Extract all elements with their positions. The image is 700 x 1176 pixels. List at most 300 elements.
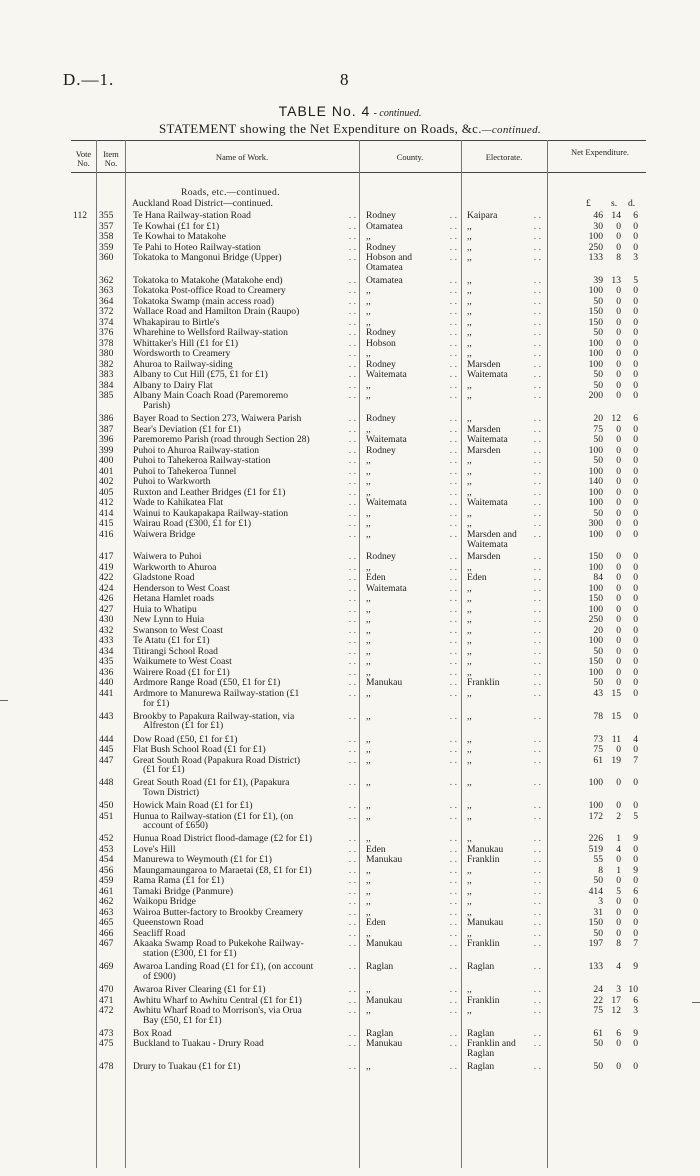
leader-dots: . . <box>348 677 356 689</box>
leader-dots: . . <box>348 327 356 339</box>
pence-value: 6 <box>633 994 638 1006</box>
electorate-name: ,, <box>467 711 472 722</box>
work-name: Rama Rama (£1 for £1) <box>133 876 225 887</box>
shillings-value: 0 <box>616 593 621 605</box>
pence-value: 0 <box>633 497 638 509</box>
table-row <box>71 678 646 688</box>
pence-value: 0 <box>633 777 638 789</box>
shillings-value: 0 <box>616 337 621 349</box>
shillings-value: 0 <box>616 666 621 678</box>
leader-dots: . . <box>533 656 541 668</box>
name-header: Name of Work. <box>215 152 269 162</box>
shillings-value: 0 <box>616 624 621 636</box>
leader-dots: . . <box>533 220 541 232</box>
leader-dots: . . <box>348 285 356 297</box>
table-row <box>71 563 646 573</box>
leader-dots: . . <box>449 572 457 584</box>
item-number: 380 <box>99 348 114 360</box>
pounds-value: 250 <box>588 241 603 253</box>
item-header: Item No. <box>103 149 119 168</box>
electorate-name: Raglan <box>467 962 495 973</box>
electorate-name: ,, <box>467 625 472 636</box>
leader-dots: . . <box>348 875 356 887</box>
county-name: Eden <box>366 918 386 929</box>
leader-dots: . . <box>449 733 457 745</box>
pence-value: 9 <box>633 833 638 845</box>
electorate-name: Franklin and Raglan <box>467 1039 516 1060</box>
leader-dots: . . <box>348 833 356 845</box>
pounds-value: 100 <box>588 444 603 456</box>
shillings-value: 0 <box>616 327 621 339</box>
item-number: 453 <box>99 843 114 855</box>
pounds-value: 197 <box>588 938 603 950</box>
county-name: Rodney <box>366 328 396 339</box>
section-title: Roads, etc.—continued. <box>181 187 280 198</box>
leader-dots: . . <box>449 582 457 594</box>
leader-dots: . . <box>449 465 457 477</box>
table-row <box>71 276 646 286</box>
pence-value: 0 <box>633 614 638 626</box>
county-name: ,, <box>366 985 371 995</box>
leader-dots: . . <box>449 306 457 318</box>
leader-dots: . . <box>533 593 541 605</box>
table-row <box>71 615 646 625</box>
county-name: Otamatea <box>366 275 403 286</box>
leader-dots: . . <box>533 465 541 477</box>
shillings-unit: s. <box>611 198 618 209</box>
table-row <box>71 1029 646 1039</box>
county-name: ,, <box>366 778 371 789</box>
county-name: ,, <box>366 745 371 755</box>
county-name: Otamatea <box>366 221 403 232</box>
county-name: Waitemata <box>366 498 407 509</box>
shillings-value: 4 <box>616 961 621 973</box>
item-number: 462 <box>99 896 114 908</box>
leader-dots: . . <box>533 423 541 435</box>
leader-dots: . . <box>348 1061 356 1073</box>
electorate-name: Franklin <box>467 678 500 689</box>
electorate-name: ,, <box>467 646 472 657</box>
leader-dots: . . <box>533 687 541 699</box>
item-number: 360 <box>99 252 114 263</box>
work-name: Seacliff Road <box>133 928 186 939</box>
leader-dots: . . <box>348 666 356 678</box>
electorate-name: ,, <box>467 604 472 615</box>
pence-value: 9 <box>633 864 638 876</box>
county-name: ,, <box>366 801 371 812</box>
pence-value: 0 <box>633 358 638 370</box>
work-name: Waikopu Bridge <box>133 897 196 908</box>
shillings-value: 0 <box>616 241 621 253</box>
item-number: 422 <box>99 572 114 584</box>
item-number: 454 <box>99 854 114 866</box>
pounds-value: 50 <box>593 327 603 339</box>
electorate-name: Franklin <box>467 995 500 1006</box>
leader-dots: . . <box>348 777 356 789</box>
leader-dots: . . <box>449 486 457 498</box>
leader-dots: . . <box>348 241 356 253</box>
leader-dots: . . <box>348 444 356 456</box>
county-name: ,, <box>366 477 371 488</box>
electorate-name: ,, <box>467 414 472 425</box>
work-name: Te Pahi to Hoteo Railway-station <box>133 242 261 253</box>
pence-value: 0 <box>633 295 638 307</box>
electorate-name: Raglan <box>467 1028 495 1039</box>
work-name: Buckland to Tuakau - Drury Road <box>133 1039 264 1050</box>
item-number: 459 <box>99 875 114 887</box>
work-name: Puhoi to Tahekeroa Railway-station <box>133 456 271 467</box>
leader-dots: . . <box>449 994 457 1006</box>
pence-value: 6 <box>633 210 638 221</box>
table-row <box>71 297 646 307</box>
item-number: 441 <box>99 687 114 699</box>
leader-dots: . . <box>348 274 356 286</box>
work-name: Town District) <box>143 787 200 798</box>
expenditure-table <box>71 140 646 1168</box>
margin-mark <box>692 1002 700 1003</box>
item-number: 427 <box>99 603 114 615</box>
leader-dots: . . <box>348 710 356 722</box>
pence-value: 6 <box>633 885 638 897</box>
pounds-value: 133 <box>588 252 603 263</box>
pounds-value: 150 <box>588 656 603 668</box>
work-name: Albany to Cut Hill (£75, £1 for £1) <box>133 370 268 381</box>
shillings-value: 0 <box>616 434 621 446</box>
leader-dots: . . <box>348 854 356 866</box>
county-name: Eden <box>366 844 386 855</box>
work-name: account of £650) <box>143 821 209 832</box>
county-name: Rodney <box>366 242 396 253</box>
leader-dots: . . <box>533 677 541 689</box>
pence-value: 0 <box>633 285 638 297</box>
leader-dots: . . <box>348 518 356 530</box>
electorate-name: Waitemata <box>467 435 508 446</box>
table-row <box>71 866 646 876</box>
leader-dots: . . <box>533 875 541 887</box>
electorate-name: ,, <box>467 391 472 402</box>
pence-value: 0 <box>633 231 638 242</box>
pounds-value: 150 <box>588 593 603 605</box>
work-name: Parish) <box>143 400 171 411</box>
leader-dots: . . <box>533 938 541 950</box>
electorate-name: ,, <box>467 667 472 678</box>
county-name: ,, <box>366 811 371 822</box>
electorate-name: ,, <box>467 734 472 745</box>
table-row <box>71 908 646 918</box>
shillings-value: 0 <box>616 677 621 689</box>
county-name: ,, <box>366 296 371 307</box>
pounds-value: 100 <box>588 777 603 789</box>
county-name: ,, <box>366 456 371 467</box>
pounds-value: 50 <box>593 677 603 689</box>
leader-dots: . . <box>533 434 541 446</box>
table-title-text: TABLE No. 4 <box>278 103 371 119</box>
shillings-value: 0 <box>616 572 621 584</box>
leader-dots: . . <box>348 744 356 755</box>
table-row <box>71 876 646 886</box>
leader-dots: . . <box>533 486 541 498</box>
leader-dots: . . <box>449 390 457 402</box>
leader-dots: . . <box>348 645 356 657</box>
item-number: 456 <box>99 864 114 876</box>
electorate-name: ,, <box>467 466 472 477</box>
work-name: Flat Bush School Road (£1 for £1) <box>133 745 266 755</box>
leader-dots: . . <box>348 593 356 605</box>
county-name: ,, <box>366 307 371 318</box>
leader-dots: . . <box>348 994 356 1006</box>
item-number: 426 <box>99 593 114 605</box>
county-name: ,, <box>366 1062 371 1073</box>
table-row <box>71 1039 646 1058</box>
county-name: ,, <box>366 349 371 360</box>
electorate-name: ,, <box>467 755 472 766</box>
item-number: 372 <box>99 306 114 318</box>
leader-dots: . . <box>348 551 356 563</box>
work-name: Tamaki Bridge (Panmure) <box>133 886 234 897</box>
work-name: Puhoi to Ahuroa Railway-station <box>133 445 260 456</box>
electorate-name: ,, <box>467 615 472 626</box>
electorate-name: ,, <box>467 275 472 286</box>
item-number: 443 <box>99 710 114 722</box>
pence-value: 0 <box>633 528 638 540</box>
item-number: 417 <box>99 551 114 563</box>
county-name: Rodney <box>366 552 396 563</box>
pounds-value: 150 <box>588 316 603 328</box>
electorate-name: ,, <box>467 985 472 995</box>
pence-value: 0 <box>633 1061 638 1073</box>
work-name: Brookby to Papakura Railway-station, via <box>133 711 295 722</box>
work-name: Drury to Tuakau (£1 for £1) <box>133 1062 241 1073</box>
item-number: 447 <box>99 754 114 766</box>
pence-value: 0 <box>633 561 638 573</box>
pounds-value: 50 <box>593 645 603 657</box>
leader-dots: . . <box>348 843 356 855</box>
leader-dots: . . <box>449 896 457 908</box>
county-name: ,, <box>366 286 371 297</box>
leader-dots: . . <box>348 231 356 242</box>
item-number: 386 <box>99 413 114 425</box>
table-row <box>71 812 646 831</box>
pounds-value: 43 <box>593 687 603 699</box>
pounds-value: 100 <box>588 800 603 812</box>
leader-dots: . . <box>449 1061 457 1073</box>
shillings-value: 0 <box>616 561 621 573</box>
pence-value: 9 <box>633 961 638 973</box>
pounds-value: 100 <box>588 666 603 678</box>
item-number: 385 <box>99 390 114 402</box>
work-name: Ardmore to Manurewa Railway-station (£1 <box>133 688 300 699</box>
work-name: Paremoremo Parish (road through Section 28) <box>133 435 310 446</box>
electorate-name: Franklin <box>467 855 500 866</box>
leader-dots: . . <box>348 635 356 647</box>
leader-dots: . . <box>533 854 541 866</box>
pounds-value: 78 <box>593 710 603 722</box>
shillings-value: 12 <box>611 1005 621 1016</box>
leader-dots: . . <box>449 518 457 530</box>
shillings-value: 1 <box>616 864 621 876</box>
pounds-value: 100 <box>588 285 603 297</box>
pounds-unit: £ <box>586 198 591 209</box>
leader-dots: . . <box>348 624 356 636</box>
pence-value: 0 <box>633 635 638 647</box>
table-row <box>71 778 646 797</box>
shillings-value: 0 <box>616 603 621 615</box>
pounds-value: 46 <box>593 210 603 221</box>
leader-dots: . . <box>348 390 356 402</box>
item-number: 452 <box>99 833 114 845</box>
work-name: Box Road <box>133 1028 172 1039</box>
leader-dots: . . <box>449 231 457 242</box>
pounds-value: 50 <box>593 875 603 887</box>
county-name: ,, <box>366 508 371 519</box>
leader-dots: . . <box>348 864 356 876</box>
item-number: 465 <box>99 917 114 929</box>
pounds-value: 50 <box>593 927 603 939</box>
page-number: 8 <box>340 70 349 89</box>
leader-dots: . . <box>348 423 356 435</box>
county-name: ,, <box>366 886 371 897</box>
electorate-name: ,, <box>467 253 472 263</box>
table-row <box>71 1062 646 1072</box>
county-name: ,, <box>366 928 371 939</box>
electorate-header: Electorate. <box>485 152 523 162</box>
county-name: ,, <box>366 667 371 678</box>
pence-value: 0 <box>633 444 638 456</box>
table-row <box>71 391 646 410</box>
leader-dots: . . <box>348 337 356 349</box>
county-name: Raglan <box>366 962 394 973</box>
item-number: 440 <box>99 677 114 689</box>
table-row <box>71 647 646 657</box>
leader-dots: . . <box>348 810 356 822</box>
pence-value: 0 <box>633 455 638 467</box>
leader-dots: . . <box>348 917 356 929</box>
item-number: 359 <box>99 241 114 253</box>
item-number: 362 <box>99 274 114 286</box>
leader-dots: . . <box>348 927 356 939</box>
item-number: 399 <box>99 444 114 456</box>
shillings-value: 0 <box>616 306 621 318</box>
leader-dots: . . <box>449 917 457 929</box>
electorate-name: ,, <box>467 307 472 318</box>
pounds-value: 55 <box>593 854 603 866</box>
electorate-name: ,, <box>467 562 472 573</box>
shillings-value: 1 <box>616 833 621 845</box>
work-name: Wairau Road (£300, £1 for £1) <box>133 519 252 530</box>
table-row <box>71 745 646 755</box>
item-number: 469 <box>99 961 114 973</box>
electorate-name: Kaipara <box>467 211 498 221</box>
item-number: 402 <box>99 476 114 488</box>
electorate-name: ,, <box>467 456 472 467</box>
work-name: Te Hana Railway-station Road <box>133 211 251 221</box>
county-name: ,, <box>366 625 371 636</box>
electorate-name: Manukau <box>467 918 504 929</box>
pounds-value: 100 <box>588 635 603 647</box>
leader-dots: . . <box>348 961 356 973</box>
shillings-value: 0 <box>616 455 621 467</box>
electorate-name: ,, <box>467 583 472 594</box>
pounds-value: 100 <box>588 603 603 615</box>
pounds-value: 30 <box>593 220 603 232</box>
electorate-name: ,, <box>467 380 472 391</box>
pence-value: 0 <box>633 666 638 678</box>
shillings-value: 0 <box>616 744 621 755</box>
leader-dots: . . <box>533 927 541 939</box>
leader-dots: . . <box>348 358 356 370</box>
electorate-name: ,, <box>467 745 472 755</box>
shillings-value: 0 <box>616 444 621 456</box>
pounds-value: 133 <box>588 961 603 973</box>
item-number: 364 <box>99 295 114 307</box>
item-number: 435 <box>99 656 114 668</box>
leader-dots: . . <box>533 476 541 488</box>
leader-dots: . . <box>348 656 356 668</box>
shillings-value: 3 <box>616 984 621 995</box>
electorate-name: Marsden <box>467 424 501 435</box>
shillings-value: 0 <box>616 423 621 435</box>
statement-text: STATEMENT showing the Net Expenditure on Roads, &c. <box>159 121 482 136</box>
leader-dots: . . <box>533 843 541 855</box>
leader-dots: . . <box>348 465 356 477</box>
work-name: Huia to Whatipu <box>133 604 197 615</box>
leader-dots: . . <box>449 864 457 876</box>
leader-dots: . . <box>533 210 541 221</box>
leader-dots: . . <box>533 252 541 263</box>
leader-dots: . . <box>533 507 541 519</box>
leader-dots: . . <box>348 561 356 573</box>
leader-dots: . . <box>449 444 457 456</box>
shillings-value: 0 <box>616 1038 621 1050</box>
electorate-name: Raglan <box>467 1062 495 1073</box>
county-name: ,, <box>366 711 371 722</box>
item-number: 382 <box>99 358 114 370</box>
leader-dots: . . <box>533 528 541 540</box>
county-name: Hobson <box>366 338 396 349</box>
leader-dots: . . <box>533 754 541 766</box>
table-row <box>71 509 646 519</box>
table-row <box>71 307 646 317</box>
work-name: Wainui to Kaukapakapa Railway-station <box>133 508 289 519</box>
pounds-value: 50 <box>593 455 603 467</box>
leader-dots: . . <box>348 455 356 467</box>
work-name: Tokatoka to Mangonui Bridge (Upper) <box>133 253 282 263</box>
shillings-value: 0 <box>616 917 621 929</box>
work-name: New Lynn to Huia <box>133 615 205 626</box>
leader-dots: . . <box>533 316 541 328</box>
table-row <box>71 573 646 583</box>
county-name: ,, <box>366 519 371 530</box>
work-name: Swanson to West Coast <box>133 625 223 636</box>
shillings-value: 0 <box>616 295 621 307</box>
table-row <box>71 897 646 907</box>
pence-value: 0 <box>633 927 638 939</box>
leader-dots: . . <box>449 885 457 897</box>
work-name: Great South Road (Papakura Road District) <box>133 755 301 766</box>
pounds-value: 3 <box>598 896 603 908</box>
leader-dots: . . <box>533 1027 541 1039</box>
pounds-value: 75 <box>593 423 603 435</box>
leader-dots: . . <box>348 896 356 908</box>
leader-dots: . . <box>449 666 457 678</box>
shillings-value: 0 <box>616 231 621 242</box>
electorate-name: ,, <box>467 349 472 360</box>
county-name: Waitemata <box>366 435 407 446</box>
pounds-value: 100 <box>588 337 603 349</box>
leader-dots: . . <box>449 220 457 232</box>
table-row <box>71 668 646 678</box>
item-number: 357 <box>99 220 114 232</box>
